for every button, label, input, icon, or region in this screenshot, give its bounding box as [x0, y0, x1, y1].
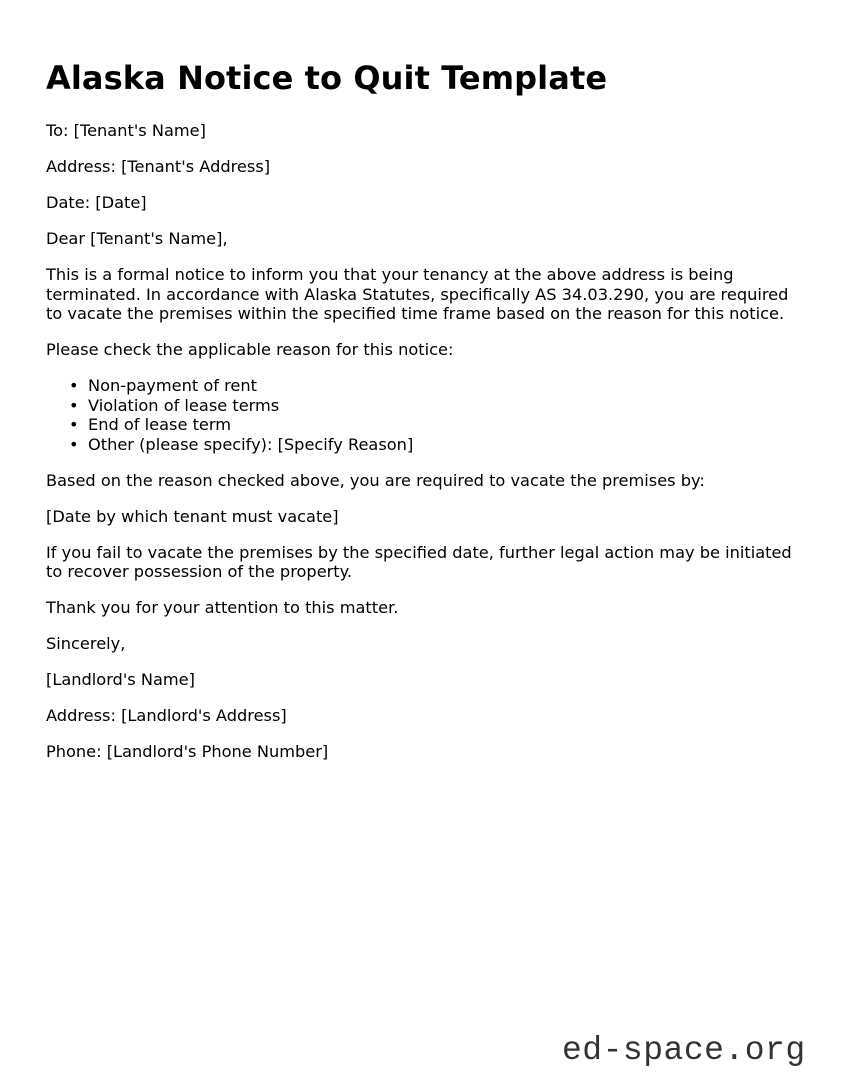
- date-line: Date: [Date]: [46, 193, 147, 212]
- vacate-date: [Date by which tenant must vacate]: [46, 506, 339, 526]
- salutation: Dear [Tenant's Name],: [46, 229, 228, 248]
- thanks-line: Thank you for your attention to this matter.: [46, 598, 399, 617]
- landlord-phone: Phone: [Landlord's Phone Number]: [46, 742, 329, 761]
- landlord-address: Address: [Landlord's Address]: [46, 706, 287, 725]
- vacate-statement: Based on the reason checked above, you are required to vacate the premises by:: [46, 470, 705, 490]
- reason-label: Violation of lease terms: [88, 395, 280, 415]
- closing: Sincerely,: [46, 634, 126, 653]
- reason-item: [69, 395, 806, 416]
- reason-item: [69, 376, 806, 396]
- bullet-icon: •: [69, 376, 79, 395]
- reason-label: End of lease term: [88, 415, 232, 434]
- bullet-icon: •: [69, 415, 79, 434]
- intro-paragraph: This is a formal notice to inform you that your tenancy at the above address is being terminated. In accordance with Alaska Statutes, specifically AS 34.03.290, you are required to vacate the premises within the specified time frame based on the reason for this notice.: [46, 265, 789, 323]
- reason-label: Non-payment of rent: [88, 376, 257, 395]
- reason-label: Other (please specify): [Specify Reason]: [88, 434, 414, 454]
- reason-item: [69, 434, 806, 455]
- bullet-icon: •: [69, 395, 79, 415]
- watermark: ed-space.org: [562, 1032, 806, 1069]
- reason-prompt: Please check the applicable reason for this notice:: [46, 340, 454, 359]
- recipient-line: To: [Tenant's Name]: [46, 121, 206, 140]
- document-title: Alaska Notice to Quit Template: [46, 59, 608, 97]
- document-body: [46, 121, 806, 778]
- bullet-icon: •: [69, 434, 79, 454]
- reason-item: [69, 415, 806, 435]
- reason-list: [46, 376, 806, 454]
- recipient-address-line: Address: [Tenant's Address]: [46, 157, 271, 176]
- legal-warning: If you fail to vacate the premises by the specified date, further legal action may be initiated to recover possession of the property.: [46, 542, 792, 581]
- landlord-name: [Landlord's Name]: [46, 670, 195, 689]
